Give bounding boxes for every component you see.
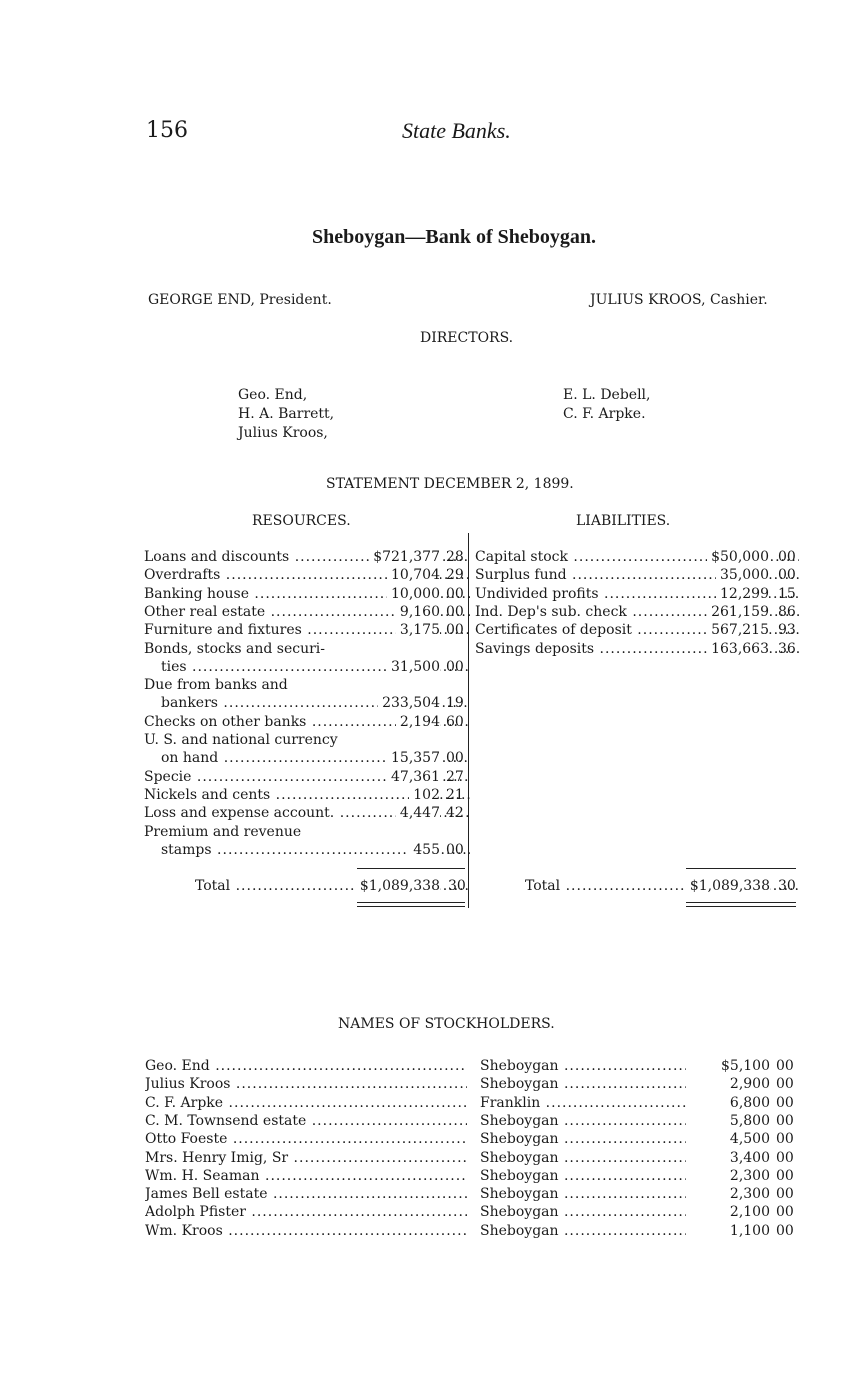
total-amount: $1,089,338 xyxy=(356,877,440,895)
liabilities-heading: LIABILITIES. xyxy=(576,513,671,529)
director: Geo. End, xyxy=(238,387,308,403)
resource-cents: 29 xyxy=(446,567,464,584)
stockholder-name: Adolph Pfister ..... xyxy=(145,1203,467,1221)
liabilities-total-row xyxy=(525,877,800,895)
stockholder-place-cell xyxy=(480,1203,686,1221)
resource-label: Bonds, stocks and securi- xyxy=(144,640,325,657)
stockholder-amount: 3,400 xyxy=(729,1149,770,1166)
resource-cents: 00 xyxy=(446,750,464,767)
liability-label: Certificates of deposit ..... xyxy=(475,621,799,639)
liability-cents: 15 xyxy=(778,585,796,602)
stockholder-name: Wm. Kroos ..... xyxy=(145,1222,467,1240)
total-cents: 30 xyxy=(448,878,466,894)
stockholder-amount-cell xyxy=(690,1203,800,1221)
stockholder-place-cell xyxy=(480,1130,686,1148)
stockholder-name-cell xyxy=(145,1203,467,1221)
stockholder-cents: 00 xyxy=(776,1149,794,1166)
resource-label: Nickels and cents ..... xyxy=(144,786,470,804)
resource-label: stamps ..... xyxy=(161,841,470,859)
stockholder-name-cell xyxy=(145,1130,467,1148)
resource-label: Loss and expense account. ..... xyxy=(144,804,470,822)
resource-cents: 19 xyxy=(446,695,464,712)
liability-label: Capital stock ..... xyxy=(475,548,799,566)
resource-label: Premium and revenue xyxy=(144,823,302,840)
resources-total-rule xyxy=(357,868,465,869)
liability-amount: 567,215 xyxy=(707,621,769,639)
liability-label: Surplus fund ..... xyxy=(475,566,799,584)
stockholder-place-cell xyxy=(480,1094,686,1112)
stockholder-amount-cell xyxy=(690,1222,800,1240)
stockholder-amount-cell xyxy=(690,1075,800,1093)
resource-amount: 9,160 xyxy=(396,603,440,621)
resource-label: on hand ..... xyxy=(161,749,470,767)
stockholder-name-cell xyxy=(145,1057,467,1075)
resource-row xyxy=(144,585,470,603)
stockholder-name: Wm. H. Seaman ..... xyxy=(145,1167,467,1185)
stockholder-place: Sheboygan ..... xyxy=(480,1057,686,1075)
resource-cents: 00 xyxy=(446,841,464,858)
liability-amount: 12,299 xyxy=(716,585,769,603)
stockholder-cents: 00 xyxy=(776,1131,794,1148)
liabilities-double-rule-top xyxy=(686,902,796,903)
liability-cents: 00 xyxy=(778,567,796,584)
resource-label: Specie ..... xyxy=(144,768,470,786)
stockholder-amount-cell xyxy=(690,1094,800,1112)
stockholder-name: Mrs. Henry Imig, Sr ..... xyxy=(145,1149,467,1167)
resources-total-row xyxy=(195,877,470,895)
resource-row xyxy=(144,768,470,786)
stockholder-cents: 00 xyxy=(776,1204,794,1221)
resource-amount: 4,447 xyxy=(396,804,440,822)
running-title-text: State Banks. xyxy=(402,118,511,143)
resource-row xyxy=(144,658,470,676)
stockholder-place: Sheboygan ..... xyxy=(480,1130,686,1148)
resource-cents: 42 xyxy=(446,805,464,822)
resource-row xyxy=(144,548,470,566)
resource-amount: 10,000 xyxy=(387,585,440,603)
stockholder-place: Sheboygan ..... xyxy=(480,1075,686,1093)
resource-label: Other real estate ..... xyxy=(144,603,470,621)
resource-label: Due from banks and xyxy=(144,677,288,694)
stockholder-amount: 1,100 xyxy=(729,1222,770,1239)
stockholder-cents: 00 xyxy=(776,1076,794,1093)
resource-amount: 2,194 xyxy=(396,713,440,731)
resource-row xyxy=(144,804,470,822)
stockholder-place: Franklin ..... xyxy=(480,1094,686,1112)
director: E. L. Debell, xyxy=(563,387,651,403)
stockholder-cents: 00 xyxy=(776,1094,794,1111)
stockholder-place-cell xyxy=(480,1112,686,1130)
resource-cents: 00 xyxy=(446,622,464,639)
resource-cents: 21 xyxy=(446,786,464,803)
liabilities-total-rule xyxy=(686,868,796,869)
liability-row xyxy=(475,585,799,603)
stockholder-name: Otto Foeste ..... xyxy=(145,1130,467,1148)
liability-cents: 93 xyxy=(778,622,796,639)
bank-title-text: Sheboygan—Bank of Sheboygan. xyxy=(312,226,596,248)
stockholder-cents: 00 xyxy=(776,1186,794,1203)
liability-label: Undivided profits ..... xyxy=(475,585,799,603)
stockholder-name-cell xyxy=(145,1185,467,1203)
resource-cents: 00 xyxy=(446,603,464,620)
resource-row xyxy=(144,841,470,859)
stockholder-place: Sheboygan ..... xyxy=(480,1149,686,1167)
liability-row xyxy=(475,603,799,621)
resource-row xyxy=(144,566,470,584)
resource-label: ties ..... xyxy=(161,658,470,676)
resource-cents: 28 xyxy=(446,549,464,565)
resource-cents: 60 xyxy=(446,713,464,730)
resource-row xyxy=(144,786,470,804)
stockholder-name: C. M. Townsend estate ..... xyxy=(145,1112,467,1130)
resource-cents: 00 xyxy=(446,585,464,602)
stockholder-cents: 00 xyxy=(776,1112,794,1129)
stockholders-heading: NAMES OF STOCKHOLDERS. xyxy=(338,1016,555,1032)
liability-amount: 35,000 xyxy=(716,566,769,584)
directors-heading: DIRECTORS. xyxy=(420,330,514,346)
liability-row xyxy=(475,640,799,658)
stockholder-name: James Bell estate ..... xyxy=(145,1185,467,1203)
stockholder-place-cell xyxy=(480,1057,686,1075)
stockholder-place-cell xyxy=(480,1075,686,1093)
stockholder-amount: 5,800 xyxy=(729,1112,770,1129)
stockholder-place-cell xyxy=(480,1167,686,1185)
liability-cents: 86 xyxy=(778,603,796,620)
statement-heading: STATEMENT DECEMBER 2, 1899. xyxy=(326,476,574,492)
total-cents: 30 xyxy=(778,878,796,894)
stockholder-place: Sheboygan ..... xyxy=(480,1222,686,1240)
resource-amount: 47,361 xyxy=(387,768,440,786)
liability-row xyxy=(475,548,799,566)
cashier: JULIUS KROOS, Cashier. xyxy=(590,292,768,308)
stockholder-place: Sheboygan ..... xyxy=(480,1203,686,1221)
resources-double-rule-bottom xyxy=(357,906,465,907)
liability-label: Savings deposits ..... xyxy=(475,640,799,658)
total-label: Total ..... xyxy=(525,877,800,895)
resource-row xyxy=(144,640,470,658)
resource-label: Overdrafts ..... xyxy=(144,566,470,584)
resource-row xyxy=(144,621,470,639)
resource-amount: $721,377 xyxy=(369,548,440,566)
liability-amount: 261,159 xyxy=(707,603,769,621)
resource-amount: 3,175 xyxy=(396,621,440,639)
stockholder-amount: $5,100 xyxy=(721,1058,770,1074)
stockholder-amount-cell xyxy=(690,1057,800,1075)
stockholder-amount: 6,800 xyxy=(729,1094,770,1111)
resource-cents: 27 xyxy=(446,768,464,785)
stockholder-amount: 2,300 xyxy=(729,1167,770,1184)
stockholder-name: Julius Kroos ..... xyxy=(145,1075,467,1093)
director: H. A. Barrett, xyxy=(238,406,335,422)
stockholder-place-cell xyxy=(480,1185,686,1203)
resource-row xyxy=(144,676,470,694)
stockholder-amount-cell xyxy=(690,1130,800,1148)
stockholder-name-cell xyxy=(145,1094,467,1112)
resource-row xyxy=(144,603,470,621)
resource-label: U. S. and national currency xyxy=(144,732,338,748)
stockholder-cents: 00 xyxy=(776,1222,794,1239)
resource-row xyxy=(144,694,470,712)
resource-amount: 31,500 xyxy=(387,658,440,676)
stockholder-name-cell xyxy=(145,1112,467,1130)
liability-cents: 36 xyxy=(778,640,796,657)
stockholder-name-cell xyxy=(145,1149,467,1167)
stockholder-name: Geo. End ..... xyxy=(145,1057,467,1075)
resource-label: Furniture and fixtures ..... xyxy=(144,621,470,639)
resource-row xyxy=(144,749,470,767)
resource-amount: 10,704 xyxy=(387,566,440,584)
stockholder-cents: 00 xyxy=(776,1058,794,1074)
liability-label: Ind. Dep's sub. check ..... xyxy=(475,603,799,621)
directors-right xyxy=(563,386,650,424)
liability-amount: $50,000 xyxy=(707,548,769,566)
stockholder-place: Sheboygan ..... xyxy=(480,1112,686,1130)
resource-label: Banking house ..... xyxy=(144,585,470,603)
stockholder-amount: 2,100 xyxy=(729,1204,770,1221)
resource-amount: 15,357 xyxy=(387,749,440,767)
stockholder-amount: 2,900 xyxy=(729,1076,770,1093)
stockholder-amount: 2,300 xyxy=(729,1186,770,1203)
resources-double-rule-top xyxy=(357,902,465,903)
directors-left xyxy=(238,386,334,443)
liability-amount: 163,663 xyxy=(707,640,769,658)
resource-label: bankers ..... xyxy=(161,694,470,712)
stockholder-place: Sheboygan ..... xyxy=(480,1167,686,1185)
resource-cents: 00 xyxy=(446,658,464,675)
liability-row xyxy=(475,566,799,584)
president: GEORGE END, President. xyxy=(148,292,332,308)
liability-cents: 00 xyxy=(778,549,796,565)
resource-amount: 455 xyxy=(409,841,440,859)
resource-label: Checks on other banks ..... xyxy=(144,713,470,731)
page-number: 156 xyxy=(146,118,188,143)
liability-row xyxy=(475,621,799,639)
liabilities-double-rule-bottom xyxy=(686,906,796,907)
stockholder-name-cell xyxy=(145,1167,467,1185)
stockholder-amount-cell xyxy=(690,1149,800,1167)
stockholder-cents: 00 xyxy=(776,1167,794,1184)
stockholder-amount-cell xyxy=(690,1112,800,1130)
resource-amount: 102 xyxy=(409,786,440,804)
director: Julius Kroos, xyxy=(238,425,328,441)
stockholder-amount: 4,500 xyxy=(729,1131,770,1148)
resource-row xyxy=(144,713,470,731)
stockholder-amount-cell xyxy=(690,1167,800,1185)
stockholder-name: C. F. Arpke ..... xyxy=(145,1094,467,1112)
resource-row xyxy=(144,823,470,841)
stockholder-place-cell xyxy=(480,1222,686,1240)
resource-row xyxy=(144,731,470,749)
total-amount: $1,089,338 xyxy=(686,877,770,895)
director: C. F. Arpke. xyxy=(563,406,646,422)
resource-label: Loans and discounts ..... xyxy=(144,548,470,566)
stockholder-amount-cell xyxy=(690,1185,800,1203)
resources-heading: RESOURCES. xyxy=(252,513,351,529)
total-label: Total ..... xyxy=(195,877,470,895)
stockholder-place: Sheboygan ..... xyxy=(480,1185,686,1203)
stockholder-name-cell xyxy=(145,1222,467,1240)
resource-amount: 233,504 xyxy=(378,694,440,712)
stockholder-name-cell xyxy=(145,1075,467,1093)
stockholder-place-cell xyxy=(480,1149,686,1167)
